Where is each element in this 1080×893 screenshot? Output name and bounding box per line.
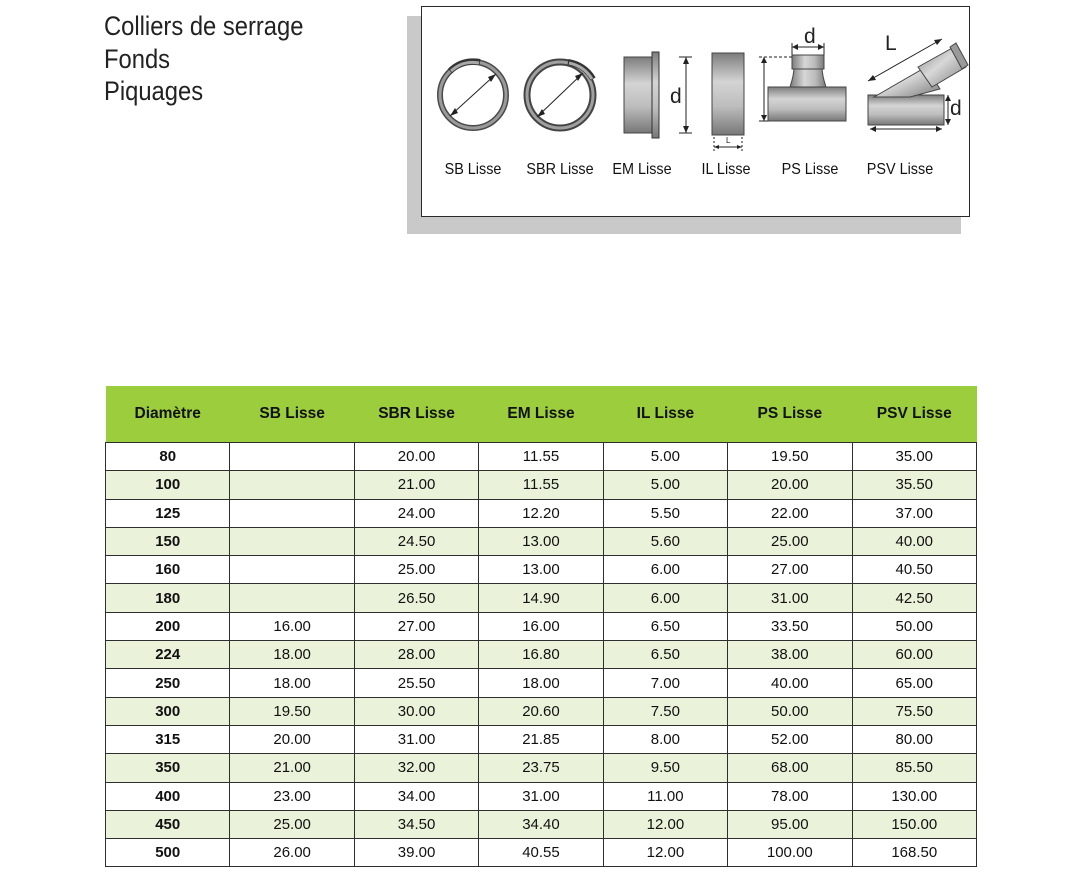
cell-psv-lisse: 40.50 — [852, 556, 976, 584]
cell-diametre: 224 — [106, 641, 230, 669]
label-em-lisse: EM Lisse — [612, 161, 672, 178]
cell-sbr-lisse: 27.00 — [354, 612, 478, 640]
cell-em-lisse: 11.55 — [479, 471, 603, 499]
table-row — [106, 443, 977, 471]
cell-diametre: 500 — [106, 839, 230, 867]
cell-ps-lisse: 40.00 — [728, 669, 852, 697]
cell-il-lisse: 6.50 — [603, 612, 727, 640]
cell-psv-lisse: 60.00 — [852, 641, 976, 669]
cell-em-lisse: 40.55 — [479, 839, 603, 867]
table-row — [106, 556, 977, 584]
cell-ps-lisse: 22.00 — [728, 499, 852, 527]
cell-sb-lisse — [230, 584, 354, 612]
psv-lisse-drawing — [868, 32, 968, 132]
cell-sb-lisse: 26.00 — [230, 839, 354, 867]
cell-sb-lisse: 19.50 — [230, 697, 354, 725]
cell-psv-lisse: 168.50 — [852, 839, 976, 867]
cell-diametre: 125 — [106, 499, 230, 527]
psv-dim-l: L — [885, 32, 897, 55]
cell-sbr-lisse: 32.00 — [354, 754, 478, 782]
cell-ps-lisse: 19.50 — [728, 443, 852, 471]
col-header-il-lisse: IL Lisse — [603, 386, 727, 443]
cell-psv-lisse: 42.50 — [852, 584, 976, 612]
cell-il-lisse: 6.00 — [603, 556, 727, 584]
ps-dim-d: d — [804, 25, 816, 48]
cell-ps-lisse: 25.00 — [728, 527, 852, 555]
cell-il-lisse: 5.60 — [603, 527, 727, 555]
cell-em-lisse: 12.20 — [479, 499, 603, 527]
label-ps-lisse: PS Lisse — [781, 161, 839, 178]
cell-sbr-lisse: 24.50 — [354, 527, 478, 555]
cell-sbr-lisse: 26.50 — [354, 584, 478, 612]
cell-il-lisse: 12.00 — [603, 839, 727, 867]
table-row — [106, 754, 977, 782]
cell-ps-lisse: 33.50 — [728, 612, 852, 640]
cell-il-lisse: 9.50 — [603, 754, 727, 782]
product-headings — [104, 10, 331, 108]
cell-sbr-lisse: 25.50 — [354, 669, 478, 697]
cell-il-lisse: 7.00 — [603, 669, 727, 697]
cell-sb-lisse — [230, 556, 354, 584]
cell-diametre: 80 — [106, 443, 230, 471]
heading-colliers: Colliers de serrage — [104, 11, 304, 41]
cell-diametre: 100 — [106, 471, 230, 499]
em-lisse-drawing — [624, 52, 692, 138]
cell-em-lisse: 13.00 — [479, 527, 603, 555]
cell-sbr-lisse: 24.00 — [354, 499, 478, 527]
cell-em-lisse: 31.00 — [479, 782, 603, 810]
cell-sbr-lisse: 39.00 — [354, 839, 478, 867]
ps-lisse-drawing — [759, 25, 846, 121]
cell-ps-lisse: 52.00 — [728, 725, 852, 753]
em-dim-d: d — [670, 85, 682, 108]
cell-il-lisse: 5.50 — [603, 499, 727, 527]
sb-lisse-drawing — [440, 61, 506, 128]
cell-ps-lisse: 95.00 — [728, 810, 852, 838]
cell-sbr-lisse: 25.00 — [354, 556, 478, 584]
table-row — [106, 641, 977, 669]
table-row — [106, 612, 977, 640]
cell-ps-lisse: 31.00 — [728, 584, 852, 612]
cell-ps-lisse: 20.00 — [728, 471, 852, 499]
cell-psv-lisse: 75.50 — [852, 697, 976, 725]
cell-sb-lisse: 23.00 — [230, 782, 354, 810]
cell-em-lisse: 18.00 — [479, 669, 603, 697]
cell-psv-lisse: 50.00 — [852, 612, 976, 640]
cell-psv-lisse: 85.50 — [852, 754, 976, 782]
cell-sb-lisse — [230, 499, 354, 527]
cell-diametre: 400 — [106, 782, 230, 810]
cell-sbr-lisse: 21.00 — [354, 471, 478, 499]
cell-psv-lisse: 80.00 — [852, 725, 976, 753]
cell-il-lisse: 12.00 — [603, 810, 727, 838]
cell-sb-lisse: 20.00 — [230, 725, 354, 753]
table-header-row — [106, 386, 977, 443]
heading-piquages: Piquages — [104, 76, 204, 106]
cell-psv-lisse: 37.00 — [852, 499, 976, 527]
cell-il-lisse: 7.50 — [603, 697, 727, 725]
il-dim-l: L — [726, 136, 731, 145]
cell-psv-lisse: 130.00 — [852, 782, 976, 810]
col-header-diametre: Diamètre — [106, 386, 230, 443]
table-row — [106, 471, 977, 499]
cell-sb-lisse: 25.00 — [230, 810, 354, 838]
table-row — [106, 527, 977, 555]
col-header-sbr-lisse: SBR Lisse — [354, 386, 478, 443]
cell-il-lisse: 11.00 — [603, 782, 727, 810]
cell-sb-lisse: 18.00 — [230, 641, 354, 669]
cell-ps-lisse: 27.00 — [728, 556, 852, 584]
cell-em-lisse: 11.55 — [479, 443, 603, 471]
cell-psv-lisse: 35.50 — [852, 471, 976, 499]
cell-ps-lisse: 50.00 — [728, 697, 852, 725]
cell-diametre: 160 — [106, 556, 230, 584]
table-row — [106, 810, 977, 838]
cell-ps-lisse: 68.00 — [728, 754, 852, 782]
cell-em-lisse: 16.80 — [479, 641, 603, 669]
cell-sbr-lisse: 34.00 — [354, 782, 478, 810]
cell-psv-lisse: 150.00 — [852, 810, 976, 838]
table-row — [106, 499, 977, 527]
cell-sbr-lisse: 30.00 — [354, 697, 478, 725]
cell-sb-lisse: 16.00 — [230, 612, 354, 640]
cell-em-lisse: 23.75 — [479, 754, 603, 782]
cell-diametre: 250 — [106, 669, 230, 697]
sbr-lisse-drawing — [527, 62, 593, 128]
cell-sbr-lisse: 31.00 — [354, 725, 478, 753]
cell-em-lisse: 20.60 — [479, 697, 603, 725]
product-diagram — [421, 6, 970, 217]
cell-diametre: 450 — [106, 810, 230, 838]
table-row — [106, 697, 977, 725]
il-lisse-drawing — [712, 53, 744, 151]
heading-fonds: Fonds — [104, 43, 171, 74]
cell-em-lisse: 34.40 — [479, 810, 603, 838]
label-sbr-lisse: SBR Lisse — [526, 161, 594, 178]
table-body — [106, 443, 977, 867]
cell-diametre: 200 — [106, 612, 230, 640]
cell-sb-lisse: 21.00 — [230, 754, 354, 782]
cell-sbr-lisse: 20.00 — [354, 443, 478, 471]
cell-sbr-lisse: 34.50 — [354, 810, 478, 838]
cell-diametre: 350 — [106, 754, 230, 782]
cell-il-lisse: 6.00 — [603, 584, 727, 612]
cell-il-lisse: 8.00 — [603, 725, 727, 753]
col-header-em-lisse: EM Lisse — [479, 386, 603, 443]
cell-il-lisse: 6.50 — [603, 641, 727, 669]
cell-ps-lisse: 78.00 — [728, 782, 852, 810]
cell-diametre: 150 — [106, 527, 230, 555]
cell-diametre: 180 — [106, 584, 230, 612]
cell-sb-lisse: 18.00 — [230, 669, 354, 697]
label-sb-lisse: SB Lisse — [444, 161, 502, 178]
table-row — [106, 839, 977, 867]
cell-em-lisse: 14.90 — [479, 584, 603, 612]
label-psv-lisse: PSV Lisse — [866, 161, 934, 178]
cell-il-lisse: 5.00 — [603, 471, 727, 499]
col-header-sb-lisse: SB Lisse — [230, 386, 354, 443]
cell-em-lisse: 13.00 — [479, 556, 603, 584]
cell-sb-lisse — [230, 443, 354, 471]
cell-psv-lisse: 65.00 — [852, 669, 976, 697]
psv-dim-d: d — [950, 97, 962, 120]
label-il-lisse: IL Lisse — [701, 161, 751, 178]
cell-diametre: 315 — [106, 725, 230, 753]
product-drawings — [422, 7, 971, 218]
cell-psv-lisse: 35.00 — [852, 443, 976, 471]
cell-sb-lisse — [230, 527, 354, 555]
table-row — [106, 782, 977, 810]
cell-em-lisse: 16.00 — [479, 612, 603, 640]
table-row — [106, 584, 977, 612]
cell-psv-lisse: 40.00 — [852, 527, 976, 555]
table-row — [106, 725, 977, 753]
cell-em-lisse: 21.85 — [479, 725, 603, 753]
col-header-ps-lisse: PS Lisse — [728, 386, 852, 443]
cell-sb-lisse — [230, 471, 354, 499]
table-row — [106, 669, 977, 697]
col-header-psv-lisse: PSV Lisse — [852, 386, 976, 443]
cell-sbr-lisse: 28.00 — [354, 641, 478, 669]
cell-ps-lisse: 100.00 — [728, 839, 852, 867]
cell-ps-lisse: 38.00 — [728, 641, 852, 669]
cell-il-lisse: 5.00 — [603, 443, 727, 471]
cell-diametre: 300 — [106, 697, 230, 725]
price-table — [105, 386, 977, 867]
